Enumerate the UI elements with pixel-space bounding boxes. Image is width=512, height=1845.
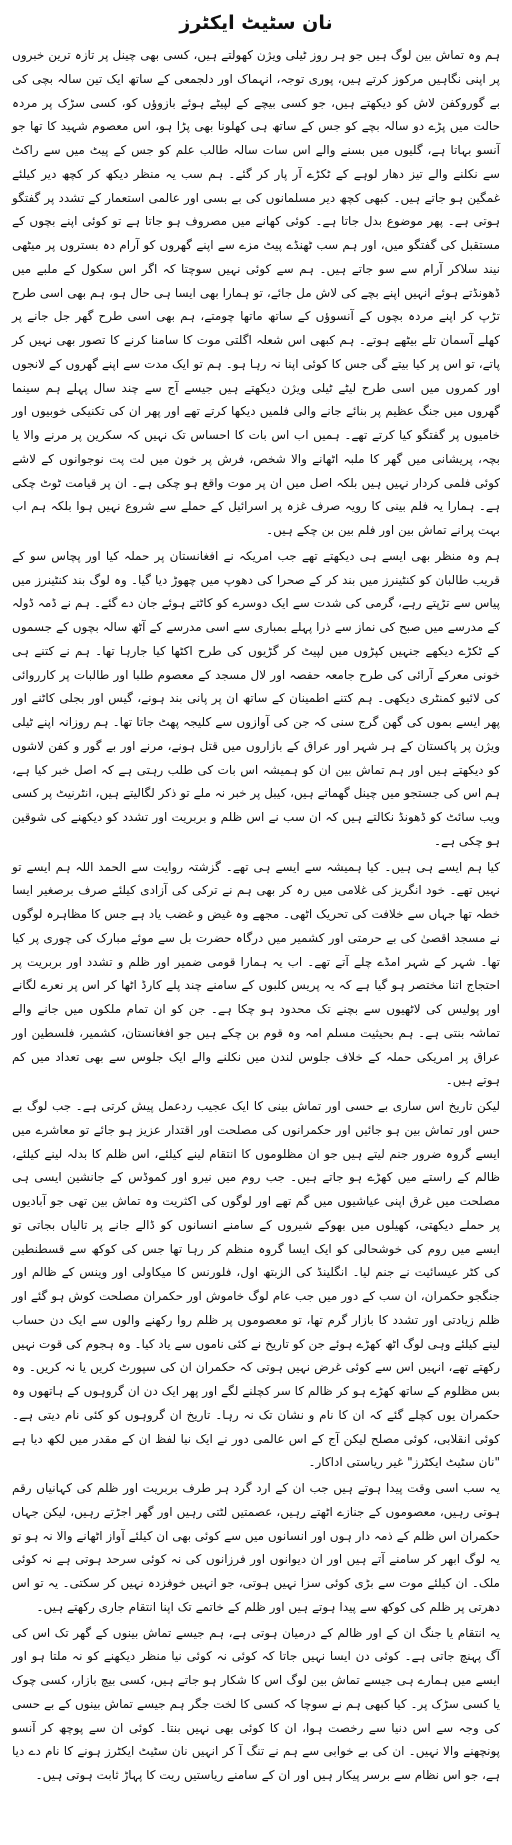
article-title: نان سٹیٹ ایکٹرز (179, 12, 333, 34)
article-paragraph: لیکن تاریخ اس ساری بے حسی اور تماش بینی کا ایک عجیب ردعمل پیش کرتی ہے۔ جب لوگ بے حس اور تماش بین ہو جائیں اور حکمرانوں کی مصلحت اور اقتدار عزیز ہو جائے تو معاشرے میں ایسے گروہ ضرور جنم لیتے ہیں جو ان مظلوموں کا انتقام لینے کیلئے، اس ظلم کا بدلہ لینے کیلئے، ظالم کے راستے میں کھڑے ہو جاتے ہیں۔ جب روم میں نیرو اور کموڈس کے جانشین ایسی ہی مصلحت میں غرق اپنی عیاشیوں میں گم تھے اور لوگوں کی اکثریت وہ تماش بین تھی جو آبادیوں پر حملے دیکھتی، کھیلوں میں بھوکے شیروں کے سامنے انسانوں کو ڈالے جانے پر تالیاں بجاتی تو ایسے میں روم کی خوشحالی کو ایک ایسا گروہ منظم کر رہا تھا جس کی کوکھ سے قسطنطین کی کٹر عیسائیت نے جنم لیا۔ انگلینڈ کی الزبتھ اول، فلورنس کا میکاولی اور وینس کے ظالم اور جنگجو حکمران، ان سب کے دور میں جب عام لوگ خاموش اور حکمران مصلحت کوش ہو گئے اور ظلم زیادتی اور تشدد کا بازار گرم تھا، تو معصوموں پر ظلم روا رکھنے والوں سے ایک دن حساب لینے کیلئے وہی لوگ اٹھ کھڑے ہوئے جن کو تاریخ نے کئی ناموں سے یاد کیا۔ وہ ہجوم کی قوت نہیں رکھتے تھے، انہیں اس سے کوئی غرض نہیں ہوتی کہ حکمران ان کی سپورٹ کریں یا نہ کریں۔ وہ بس مظلوم کے ساتھ کھڑے ہو کر ظالم کا سر کچلنے لگے اور پھر ایک دن ان گروہوں کے ہاتھوں وہ حکمران یوں کچلے گئے کہ ان کا نام و نشان تک نہ رہا۔ تاریخ ان گروہوں کو کئی نام دیتی ہے۔ کوئی انقلابی، کوئی مصلح لیکن آج کے اس عالمی دور نے ایک نیا لفظ ان کے مقدر میں لکھ دیا ہے "نان سٹیٹ ایکٹرز" غیر ریاستی اداکار۔ (12, 1099, 500, 1470)
article-paragraph: ہم وہ منظر بھی ایسے ہی دیکھتے تھے جب امریکہ نے افغانستان پر حملہ کیا اور پچاس سو کے قریب طالبان کو کنٹینرز میں بند کر کے صحرا کی دھوپ میں چھوڑ دیا گیا۔ وہ لوگ بند کنٹینرز میں پیاس سے تڑپتے رہے، گرمی کی شدت سے ایک دوسرے کو کاٹتے ہوئے جان دے گئے۔ ہم نے ڈمہ ڈولہ کے مدرسے میں صبح کی نماز سے ذرا پہلے بمباری سے اسی مدرسے کے آٹھ سالہ بچوں کے جسموں کے ٹکڑے دیکھے جنہیں کپڑوں میں لپیٹ کر گڑیوں کی طرح اکٹھا کیا جارہا تھا۔ ہم نے کتنے ہی خونی معرکے آرائی کی طرح جامعہ حفصہ اور لال مسجد کے معصوم طلبا اور طالبات پر کارروائی کی لائیو کمنٹری دیکھی۔ ہم کتنے اطمینان کے ساتھ ان پر پانی بند ہونے، گیس اور بجلی کاٹنے اور پھر ایسے بموں کی گھن گرج سنی کہ جن کی آوازوں سے کلیجہ پھٹ جاتا تھا۔ ہم روزانہ اپنے ٹیلی ویژن پر پاکستان کے ہر شہر اور عراق کے بازاروں میں قتل ہونے، مرنے اور بے گور و کفن لاشوں کو دیکھتے ہیں اور ہم تماش بین ان کو ہمیشہ اس بات کی طلب رہتی ہے کہ اصل خبر کیا ہے، ہم اس کی جستجو میں چینل گھماتے ہیں، کیبل پر خبر نہ ملے تو ذکر لگالیتے ہیں، انٹرنیٹ پر کسی ویب سائٹ کو ڈھونڈ نکالتے ہیں کہ ان سب نے اس ظلم و بربریت اور تشدد کو دیکھنے کی شوقین ہو چکی ہے۔ (12, 548, 500, 848)
article-paragraph: ہم وہ تماش بین لوگ ہیں جو ہر روز ٹیلی ویژن کھولتے ہیں، کسی بھی چینل پر تازہ ترین خبروں پر اپنی نگاہیں مرکوز کرتے ہیں، پوری توجہ، انہماک اور دلجمعی کے ساتھ ایک تین سالہ بچی کی بے گوروکفن لاش کو دیکھتے ہیں، جو کسی بیچے کے لپیٹے ہوئے بازوؤں کو، کسی سڑک پر مردہ حالت میں پڑے دو سالہ بچے کو جس کے ساتھ ہی کھلونا بھی پڑا ہو، اس معصوم شہید کا تھا جو آنسو بہاتا ہے، گلیوں میں بسنے والے اس سات سالہ طالب علم کو جس کے پیٹ میں سے راکٹ سے نکلنے والے تیز دھار لوہے کے ٹکڑے آر پار کر گئے۔ ہم سب یہ منظر دیکھ کر کچھ دیر کیلئے غمگین ہو جاتے ہیں۔ کبھی کچھ دیر مسلمانوں کی بے بسی اور عالمی استعمار کے تشدد پر گفتگو ہوتی ہے۔ پھر موضوع بدل جاتا ہے۔ کوئی کھانے میں مصروف ہو جاتا ہے تو کوئی اپنے بچوں کے مستقبل کی گفتگو میں، اور ہم سب ٹھنڈے پیٹ مزے سے اپنے گھروں کو آرام دہ بستروں پر میٹھی نیند سلاکر آرام سے سو جاتے ہیں۔ ہم سے کوئی نہیں سوچتا کہ اگر اس سکول کے ملبے میں ڈھونڈتے ہوئے انہیں اپنے بچے کی لاش مل جائے، تو ہمارا بھی ایسا ہی حال ہو، ہم بھی اسی طرح تڑپ کر اپنے مردہ بچوں کے آنسوؤں کے ساتھ ماتھا چومتے، ہم بھی اسی طرح گھر جل جانے پر کھلے آسمان تلے بیٹھے ہوتے۔ ہم کبھی اس شعلہ اگلتی موت کا سامنا کرنے کا تصور بھی نہیں کر پاتے، تو اس پر کیا بیتے گی جس کا کوئی اپنا نہ رہا ہو۔ ہم تو ایک مدت سے اپنے گھروں کے لانجوں اور کمروں میں اسی طرح لیٹے ٹیلی ویژن دیکھتے ہیں جیسے آج سے چند سال پہلے ہم سینما گھروں میں جنگ عظیم پر بنائے جانے والی فلمیں دیکھا کرتے تھے اور پھر ان کی تکنیکی خوبیوں اور خامیوں پر گفتگو کیا کرتے تھے۔ ہمیں اب اس بات کا احساس تک نہیں کہ سکرین پر مرنے والا یا بچہ، پریشانی میں گھر کا ملبہ اٹھانے والا شخص، فرش پر خون میں لت پت نوجوانوں کے لاشے کوئی فلمی کردار نہیں ہیں بلکہ اصل میں ان پر موت واقع ہو چکی ہے۔ ان پر قیامت ٹوٹ چکی ہے۔ ہمارا یہ فلم بینی کا رویہ صرف غزہ پر اسرائیل کے حملے سے شروع نہیں ہوا بلکہ ہم اب بہت پرانے تماش بین اور فلم بین بن چکے ہیں۔ (12, 48, 500, 537)
article-paragraph: کیا ہم ایسے ہی ہیں۔ کیا ہمیشہ سے ایسے ہی تھے۔ گزشتہ روایت سے الحمد اللہ ہم ایسے تو نہیں تھے۔ خود انگریز کی غلامی میں رہ کر بھی ہم نے ترکی کی آزادی کیلئے صرف برصغیر ایسا خطہ تھا جہاں سے خلافت کی تحریک اٹھی۔ مجھے وہ غیض و غضب یاد ہے جس کا مظاہرہ لوگوں نے مسجد اقصیٰ کی بے حرمتی اور کشمیر میں درگاہ حضرت بل سے موئے مبارک کی چوری پر کیا تھا۔ شہر کے شہر امڈے چلے آتے تھے۔ اب یہ ہمارا قومی ضمیر اور ظلم و تشدد اور بربریت پر احتجاج اتنا مختصر ہو گیا ہے کہ یہ پریس کلبوں کے سامنے چند پلے کارڈ اٹھا کر اس پر نعرے لگانے اور پولیس کی لاٹھیوں سے بچنے تک محدود ہو چکا ہے۔ جن کو ان تمام ملکوں میں جانے والے تماشہ بنتی ہے۔ ہم بحیثیت مسلم امہ وہ قوم بن چکے ہیں جو افغانستان، کشمیر، فلسطین اور عراق پر امریکی حملہ کے خلاف جلوس لندن میں نکلنے والے ایک جلوس سے بھی تعداد میں کم ہوتے ہیں۔ (12, 859, 500, 1088)
article-body (12, 44, 500, 1788)
article-paragraph: یہ سب اسی وقت پیدا ہوتے ہیں جب ان کے ارد گرد ہر طرف بربریت اور ظلم کی کہانیاں رقم ہوتی رہیں، معصوموں کے جنازے اٹھتے رہیں، عصمتیں لٹتی رہیں اور گھر اجڑتے رہیں، لیکن جہاں حکمران اس ظلم کے ذمہ دار ہوں اور انسانوں میں سے کوئی بھی ان کیلئے آواز اٹھانے والا نہ ہو تو یہ لوگ ابھر کر سامنے آتے ہیں اور ان دیوانوں اور فرزانوں کی نہ کوئی سرحد ہوتی ہے نہ کوئی ملک۔ ان کیلئے موت سے بڑی کوئی سزا نہیں ہوتی، جو انہیں خوفزدہ نہیں کر سکتی۔ یہ تو اس دھرتی پر ظلم کی کوکھ سے پیدا ہوتے ہیں اور ظلم کے خاتمے تک اپنا انتقام جاری رکھتے ہیں۔ (11, 1481, 500, 1614)
article-paragraph: یہ انتقام یا جنگ ان کے اور ظالم کے درمیان ہوتی ہے، ہم جیسے تماش بینوں کے گھر تک اس کی آگ پہنچ جاتی ہے۔ کوئی دن ایسا نہیں جاتا کہ کوئی نہ کوئی نیا منظر دیکھنے کو نہ ملتا ہو اور ایسے میں ہمارے ہی جیسے تماش بین لوگ اس کا شکار ہو جاتے ہیں، کسی بیچ بازار، کسی چوک یا کسی سڑک پر۔ کیا کبھی ہم نے سوچا کہ کسی کا لخت جگر ہم جیسے تماش بینوں کے بے حسی کی وجہ سے اس دنیا سے رخصت ہوا، ان کا کوئی بھی نہیں بنتا۔ کوئی ان سے پوچھ کر آنسو پونچھنے والا نہیں۔ ان کی بے خوابی سے ہم نے تنگ آ کر انہیں نان سٹیٹ ایکٹرز ہونے کا نام دے دیا ہے، جو اس نظام سے برسر پیکار ہیں اور ان کے سامنے ریاستیں ریت کا پہاڑ ثابت ہوتی ہیں۔ (12, 1625, 500, 1782)
